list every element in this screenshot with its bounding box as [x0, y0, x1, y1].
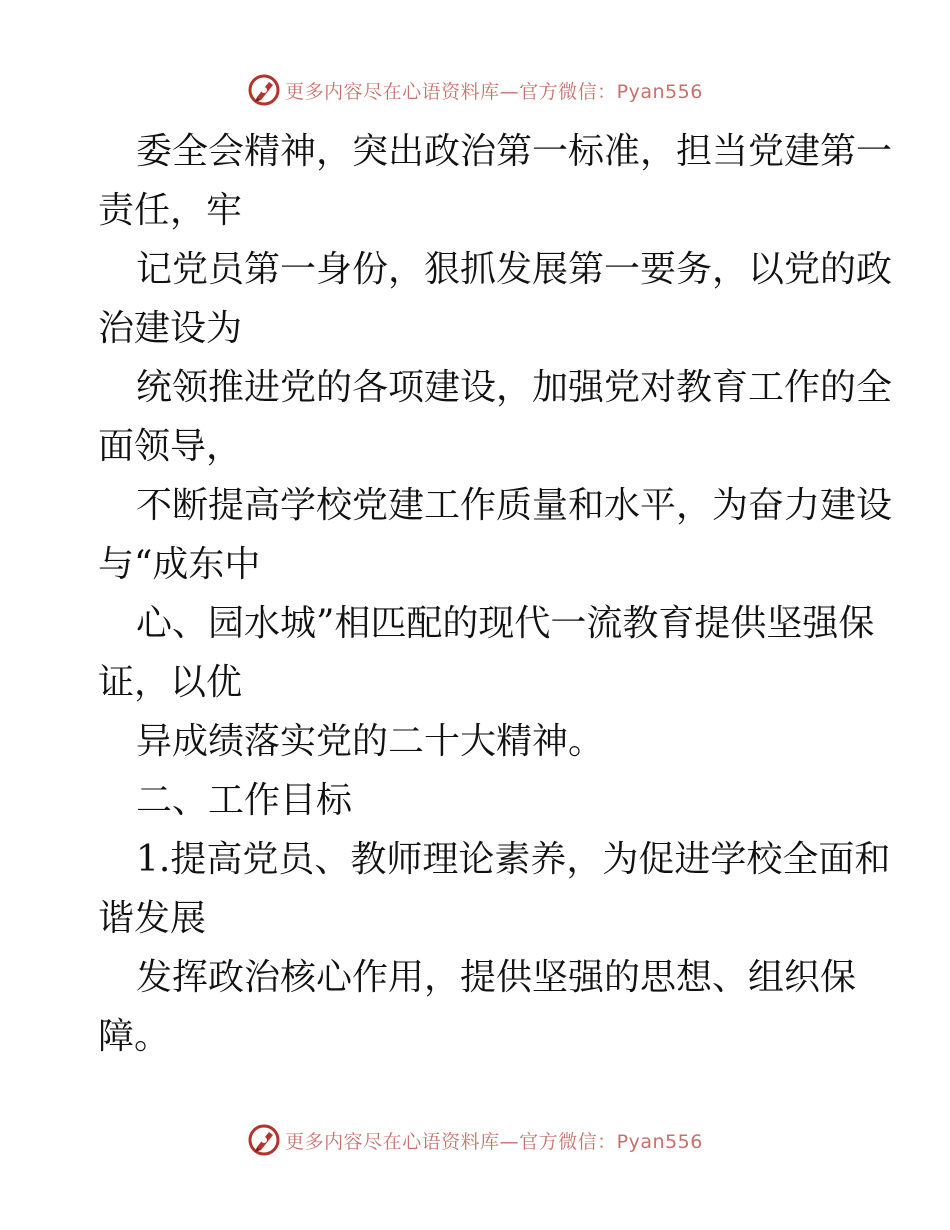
- body-line: 统领推进党的各项建设，加强党对教育工作的全: [136, 367, 893, 408]
- body-line: 1.提高党员、教师理论素养，为促进学校全面和: [136, 839, 891, 880]
- footer-banner: [0, 1120, 950, 1160]
- header-banner-text: 更多内容尽在心语资料库—官方微信：Pyan556: [285, 80, 703, 103]
- body-line: 谐发展: [98, 898, 207, 939]
- body-line: 证，以优: [98, 662, 243, 703]
- body-line: 发挥政治核心作用，提供坚强的思想、组织保: [136, 957, 857, 998]
- body-line: 障。: [98, 1016, 171, 1057]
- body-line: 不断提高学校党建工作质量和水平，为奋力建设: [136, 485, 893, 526]
- body-line: 异成绩落实党的二十大精神。: [136, 721, 605, 762]
- body-line: 与“成东中: [98, 544, 261, 585]
- body-line: 责任，牢: [98, 190, 243, 231]
- header-banner: [0, 70, 950, 110]
- body-line: 记党员第一身份，狠抓发展第一要务，以党的政: [136, 249, 893, 290]
- body-line: 治建设为: [98, 308, 243, 349]
- body-line: 面领导，: [98, 426, 243, 467]
- body-line: 心、园水城”相匹配的现代一流教育提供坚强保: [136, 603, 875, 644]
- pen-logo-icon: [247, 73, 281, 107]
- pen-logo-icon: [247, 1123, 281, 1157]
- section-heading: 二、工作目标: [136, 780, 353, 821]
- footer-banner-text: 更多内容尽在心语资料库—官方微信：Pyan556: [285, 1130, 703, 1153]
- document-body: [98, 122, 893, 1066]
- body-line: 委全会精神，突出政治第一标准，担当党建第一: [136, 131, 893, 172]
